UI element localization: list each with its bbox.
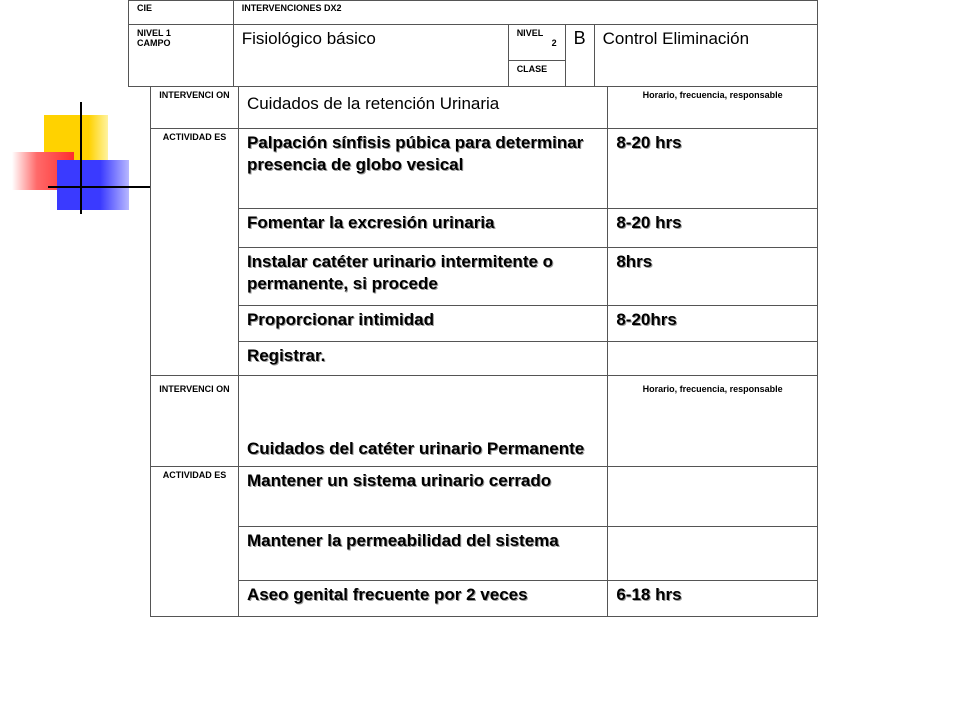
main-table — [150, 86, 818, 617]
decorative-blue-square — [57, 160, 129, 210]
section1-intervencion-label: INTERVENCI ON — [151, 87, 239, 129]
header-table — [128, 0, 818, 87]
section2-intervencion-title: Cuidados del catéter urinario Permanente — [238, 376, 607, 467]
table-row — [151, 342, 818, 376]
time-cell — [608, 467, 818, 527]
decorative-horizontal-line — [48, 186, 150, 188]
section1-horario-label: Horario, frecuencia, responsable — [608, 87, 818, 129]
nivel1-label: NIVEL 1 — [137, 28, 171, 38]
table-row — [151, 581, 818, 617]
campo-label: CAMPO — [137, 38, 171, 48]
section2-intervencion-label: INTERVENCI ON — [151, 376, 239, 467]
time-cell: 8-20 hrs — [608, 209, 818, 248]
nivel2-label: NIVEL — [516, 28, 544, 38]
campo-value: Fisiológico básico — [233, 25, 508, 87]
table-row — [151, 527, 818, 581]
section2-actividades-label: ACTIVIDAD ES — [151, 467, 239, 617]
clase-value: Control Eliminación — [594, 25, 817, 87]
table-row — [151, 209, 818, 248]
time-cell — [608, 342, 818, 376]
time-cell: 8-20hrs — [608, 306, 818, 342]
clase-label: CLASE — [508, 61, 565, 87]
time-cell: 8hrs — [608, 248, 818, 306]
activity-cell: Instalar catéter urinario intermitente o permanente, si procede — [238, 248, 607, 306]
table-row — [151, 129, 818, 209]
nivel2-value: B — [565, 25, 594, 87]
section1-header-row — [151, 87, 818, 129]
time-cell — [608, 527, 818, 581]
cie-label: CIE — [129, 1, 234, 25]
activity-cell: Mantener la permeabilidad del sistema — [238, 527, 607, 581]
table-row — [151, 467, 818, 527]
activity-cell: Proporcionar intimidad — [238, 306, 607, 342]
nivel2-label-cell — [508, 25, 565, 61]
nivel2-number: 2 — [551, 38, 557, 48]
activity-cell: Aseo genital frecuente por 2 veces — [238, 581, 607, 617]
table-row — [151, 248, 818, 306]
intervenciones-label: INTERVENCIONES DX2 — [233, 1, 817, 25]
activity-cell: Fomentar la excresión urinaria — [238, 209, 607, 248]
activity-cell: Registrar. — [238, 342, 607, 376]
nivel1-cell — [129, 25, 234, 87]
time-cell: 8-20 hrs — [608, 129, 818, 209]
time-cell: 6-18 hrs — [608, 581, 818, 617]
table-row — [151, 306, 818, 342]
activity-cell: Mantener un sistema urinario cerrado — [238, 467, 607, 527]
section2-horario-label: Horario, frecuencia, responsable — [608, 376, 818, 467]
section1-actividades-label: ACTIVIDAD ES — [151, 129, 239, 376]
section1-intervencion-title: Cuidados de la retención Urinaria — [238, 87, 607, 129]
section2-header-row — [151, 376, 818, 467]
activity-cell: Palpación sínfisis púbica para determinar presencia de globo vesical — [238, 129, 607, 209]
decorative-vertical-line — [80, 102, 82, 214]
